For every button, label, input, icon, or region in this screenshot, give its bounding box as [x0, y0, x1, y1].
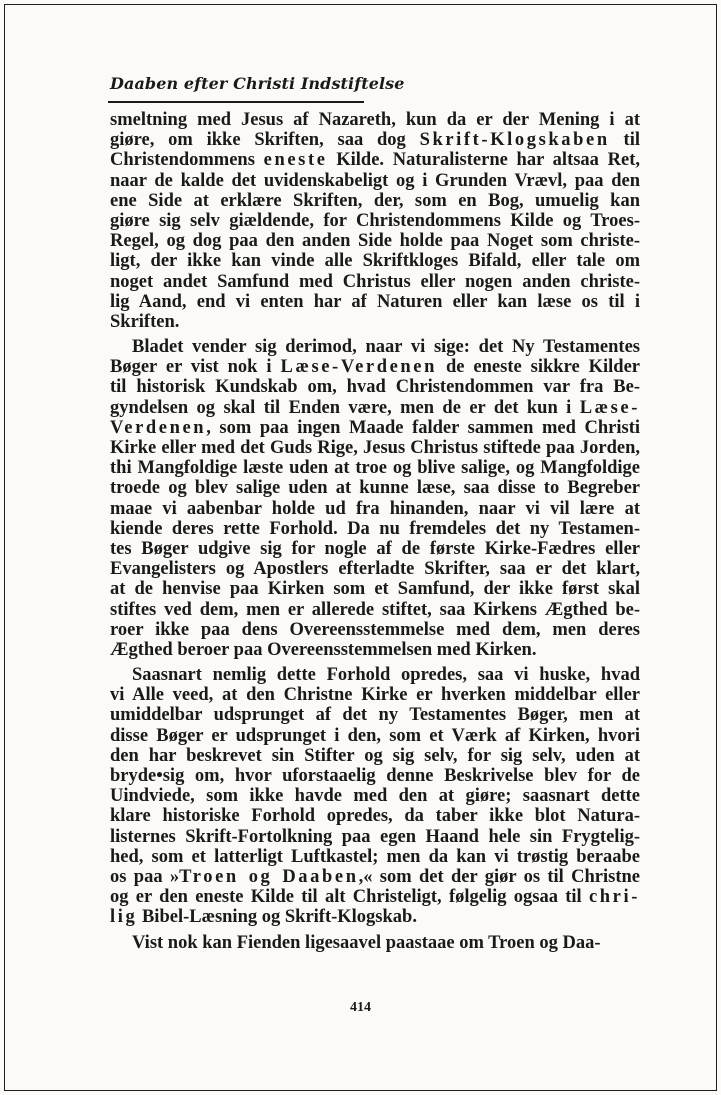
paragraph — [110, 110, 640, 332]
text-run: ligt, der ikke kan vinde alle Skriftkloges Bifald, eller tale om — [110, 251, 640, 272]
text-line — [110, 171, 640, 191]
spaced-emphasis: chri- — [588, 887, 640, 908]
text-line — [110, 867, 640, 887]
text-run: kiende deres rette Forhold. Da nu fremdeles det ny Testamen- — [110, 518, 640, 539]
text-line — [110, 887, 640, 907]
running-head: Daaben efter Christi Indstiftelse — [110, 74, 405, 93]
spaced-emphasis: Troen og Daaben — [179, 866, 359, 887]
text-line — [110, 600, 640, 620]
text-line — [110, 766, 640, 786]
spaced-emphasis: Verdenen — [110, 417, 207, 438]
text-run: thi Mangfoldige læste uden at troe og blive salige, og Mangfoldige — [110, 458, 640, 479]
text-line — [110, 251, 640, 271]
paragraph — [110, 337, 640, 660]
text-line — [110, 458, 640, 478]
page-number: 414 — [350, 1000, 371, 1015]
spaced-emphasis: Læse-Verdenen — [280, 357, 437, 378]
text-line — [110, 272, 640, 292]
text-run: Skriften. — [110, 311, 180, 332]
text-line — [110, 933, 640, 953]
text-line — [110, 337, 640, 357]
text-run: Kirke eller med det Guds Rige, Jesus Christus stiftede paa Jorden, — [110, 438, 640, 458]
text-line — [110, 418, 640, 438]
text-line — [110, 519, 640, 539]
text-run: naar de kalde det uvidenskabeligt og i Grunden Vrævl, paa den — [110, 170, 640, 191]
text-run: giøre sig selv giældende, for Christendommens Kilde og Troes- — [110, 210, 640, 231]
text-run: de eneste sikkre Kilder — [437, 357, 641, 378]
text-run: Evangelisters og Apostlers efterladte Skrifter, saa er det klart, — [110, 559, 640, 580]
text-run: til — [609, 130, 640, 151]
spaced-emphasis: eneste — [263, 150, 328, 171]
text-line — [110, 292, 640, 312]
text-line — [110, 539, 640, 559]
text-line — [110, 746, 640, 766]
text-line — [110, 640, 640, 660]
spaced-emphasis: Skrift-Klogskaben — [419, 130, 610, 151]
text-line — [110, 786, 640, 806]
text-run: Bladet vender sig derimod, naar vi sige: det Ny Testamentes — [132, 337, 640, 358]
body-text — [110, 110, 640, 953]
text-line — [110, 191, 640, 211]
text-run: giøre, om ikke Skriften, saa dog — [110, 130, 420, 151]
text-run: klare historiske Forhold opredes, da taber ikke blot Natura- — [110, 806, 640, 827]
text-run: vi Alle veed, at den Christne Kirke er hverken middelbar eller — [110, 685, 640, 706]
text-line — [110, 312, 640, 332]
text-line — [110, 685, 640, 705]
text-run: Bibel-Læsning og Skrift-Klogskab. — [137, 907, 417, 928]
text-run: listernes Skrift-Fortolkning paa egen Haand hele sin Frygtelig- — [110, 826, 640, 847]
running-head-rule — [108, 101, 364, 103]
spaced-emphasis: Læse- — [579, 397, 640, 418]
paragraph — [110, 665, 640, 927]
text-line — [110, 665, 640, 685]
text-line — [110, 438, 640, 458]
text-line — [110, 110, 640, 130]
text-line — [110, 150, 640, 170]
text-line — [110, 847, 640, 867]
text-run: disse Bøger er udsprunget i den, som et Værk af Kirken, hvori — [110, 725, 640, 746]
text-run: troede og blev salige uden at kunne læse, saa disse to Begreber — [110, 478, 640, 499]
text-run: Christendommens — [110, 150, 264, 171]
text-run: og er den eneste Kilde til alt Christeligt, følgelig ogsaa til — [110, 887, 589, 908]
text-run: smeltning med Jesus af Nazareth, kun da er der Mening i at — [110, 110, 640, 130]
text-run: gyndelsen og skal til Enden være, men de er det kun i — [110, 397, 580, 418]
text-line — [110, 211, 640, 231]
text-line — [110, 726, 640, 746]
text-run: at de henvise paa Kirken som et Samfund, der ikke først skal — [110, 579, 640, 600]
text-line — [110, 130, 640, 150]
text-run: maae vi aabenbar holde ud fra hinanden, naar vi vil lære at — [110, 498, 640, 519]
text-line — [110, 398, 640, 418]
text-run: Kilde. Naturalisterne har altsaa Ret, — [327, 150, 640, 171]
text-line — [110, 231, 640, 251]
text-run: os paa » — [110, 866, 180, 887]
spaced-emphasis: lig — [110, 907, 138, 928]
text-run: noget andet Samfund med Christus eller nogen anden christe- — [110, 271, 640, 292]
text-run: ene Side at erklære Skriften, der, som en Bog, umuelig kan — [110, 190, 640, 211]
text-run: den har beskrevet sin Stifter og sig selv, for sig selv, uden at — [110, 745, 640, 766]
text-line — [110, 478, 640, 498]
text-run: Saasnart nemlig dette Forhold opredes, saa vi huske, hvad — [132, 665, 640, 686]
text-run: hed, som et latterligt Luftkastel; men da kan vi trøstig beraabe — [110, 846, 640, 867]
text-run: lig Aand, end vi enten har af Naturen eller kan læse os til i — [110, 291, 640, 312]
text-line — [110, 559, 640, 579]
text-run: bryde•sig om, hvor uforstaaelig denne Beskrivelse blev for de — [110, 766, 640, 786]
text-run: stiftes ved dem, men er allerede stiftet, saa Kirkens Ægthed be- — [110, 599, 640, 620]
text-line — [110, 620, 640, 640]
text-line — [110, 579, 640, 599]
text-run: , som paa ingen Maade falder sammen med Christi — [206, 417, 640, 438]
paragraph — [110, 933, 640, 953]
text-run: Uindviede, som ikke havde med den at giøre; saasnart dette — [110, 786, 640, 807]
text-line — [110, 377, 640, 397]
text-run: Bøger er vist nok i — [110, 357, 281, 378]
text-run: Regel, og dog paa den anden Side holde paa Noget som christe- — [110, 231, 640, 252]
text-run: Ægthed beroer paa Overeensstemmelsen med Kirken. — [110, 639, 537, 660]
text-run: tes Bøger udgive sig for nogle af de første Kirke-Fædres eller — [110, 538, 640, 559]
text-run: ,« som det der giør os til Christne — [358, 866, 640, 887]
text-line — [110, 357, 640, 377]
text-line — [110, 705, 640, 725]
text-run: umiddelbar udsprunget af det ny Testamentes Bøger, men at — [110, 705, 640, 726]
text-line — [110, 806, 640, 826]
text-run: Vist nok kan Fienden ligesaavel paastaae om Troen og Daa- — [132, 932, 601, 953]
text-line — [110, 827, 640, 847]
text-run: til historisk Kundskab om, hvad Christendommen var fra Be- — [110, 377, 640, 398]
text-line — [110, 499, 640, 519]
text-run: roer ikke paa dens Overeensstemmelse med dem, men deres — [110, 619, 640, 640]
text-line — [110, 907, 640, 927]
